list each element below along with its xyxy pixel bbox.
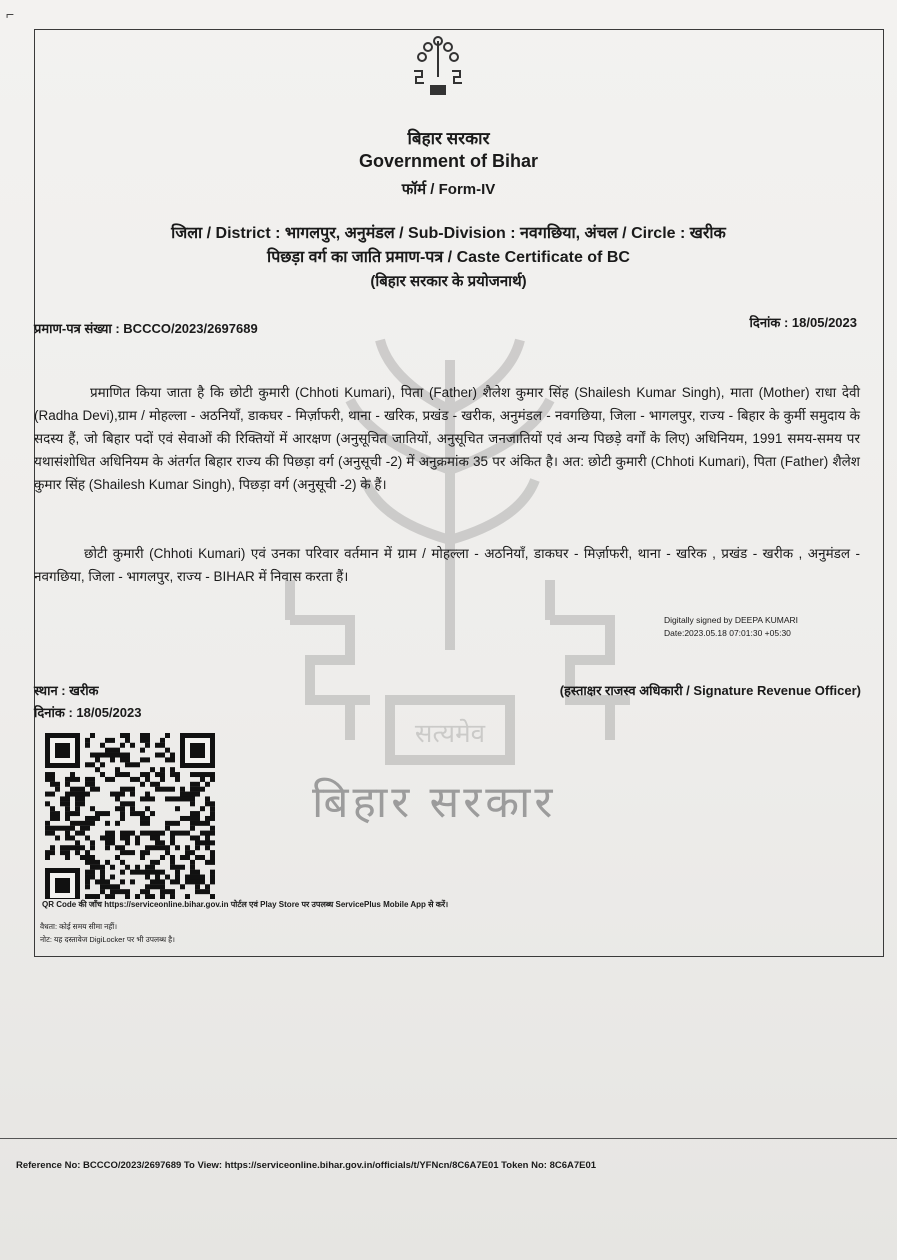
issue-place: स्थान : खरीक — [34, 683, 99, 698]
emblem-inscription: सत्यमेव — [414, 718, 486, 748]
validity-note: वैधता: कोई समय सीमा नहीं। — [40, 922, 118, 931]
government-title-hindi: बिहार सरकार — [407, 129, 490, 148]
certification-paragraph: प्रमाणित किया जाता है कि छोटी कुमारी (Chhoti Kumari), पिता (Father) शैलेश कुमार सिंह (Shailesh Kumar Singh), माता (Mother) राधा देवी (Radha Devi),ग्राम / मोहल्ला - अठनियाँ, डाकघर - मिर्ज़ाफरी, थाना - खरिक, प्रखंड - खरीक, अनुमंडल - नवगछिया, जिला - भागलपुर, राज्य - बिहार के कुर्मी समुदाय के सदस्य हैं, जो बिहार पदों एवं सेवाओं की रिक्तियों में आरक्षण (अनुसूचित जातियों, अनुसूचित जनजातियों एवं अन्य पिछड़े वर्गों के लिए) अधिनियम, 1991 समय-समय पर यथासंशोधित अधिनियम के अंतर्गत बिहार राज्य की पिछड़ा वर्ग (अनुसूची -2) में अनुक्रमांक 35 पर अंकित है। अत: छोटी कुमारी (Chhoti Kumari), पिता (Father) शैलेश कुमार सिंह (Shailesh Kumar Singh), पिछड़ा वर्ग (अनुसूची -2) के हैं। — [34, 385, 860, 492]
reference-footer: Reference No: BCCCO/2023/2697689 To View: https://serviceonline.bihar.gov.in/officials/t/YFNcn/8C6A7E01 Token No: 8C6A7E01 — [16, 1160, 597, 1171]
form-number: फॉर्म / Form-IV — [401, 181, 496, 198]
issue-date: दिनांक : 18/05/2023 — [34, 705, 142, 720]
digital-signature-name: Digitally signed by DEEPA KUMARI — [664, 615, 799, 625]
footer-divider — [0, 1138, 897, 1139]
certificate-date: दिनांक : 18/05/2023 — [749, 315, 857, 330]
certificate-purpose: (बिहार सरकार के प्रयोजनार्थ) — [370, 273, 527, 290]
government-title-english: Government of Bihar — [358, 151, 539, 171]
certificate-number: प्रमाण-पत्र संख्या : BCCCO/2023/2697689 — [34, 321, 258, 336]
digilocker-note: नोट: यह दस्तावेज DigiLocker पर भी उपलब्ध है। — [40, 935, 175, 944]
residence-paragraph: छोटी कुमारी (Chhoti Kumari) एवं उनका परिवार वर्तमान में ग्राम / मोहल्ला - अठनियाँ, डाकघर - मिर्ज़ाफरी, थाना - खरिक , प्रखंड - खरीक , अनुमंडल - नवगछिया, जिला - भागलपुर, राज्य - BIHAR में निवास करता हैं। — [34, 546, 860, 584]
certificate-title: पिछड़ा वर्ग का जाति प्रमाण-पत्र / Caste Certificate of BC — [267, 249, 630, 266]
watermark-text: बिहार सरकार — [312, 778, 557, 827]
signature-officer: (हस्ताक्षर राजस्व अधिकारी / Signature Revenue Officer) — [559, 683, 861, 698]
qr-verification-note: QR Code की जाँच https://serviceonline.bihar.gov.in पोर्टल एवं Play Store पर उपलब्ध ServicePlus Mobile App से करें। — [42, 900, 449, 909]
qr-code[interactable] — [45, 733, 215, 899]
district-line: जिला / District : भागलपुर, अनुमंडल / Sub-Division : नवगछिया, अंचल / Circle : खरीक — [171, 225, 726, 242]
bihar-government-logo — [410, 33, 466, 101]
corner-mark: ⌐ — [6, 6, 15, 22]
digital-signature-date: Date:2023.05.18 07:01:30 +05:30 — [664, 628, 791, 638]
